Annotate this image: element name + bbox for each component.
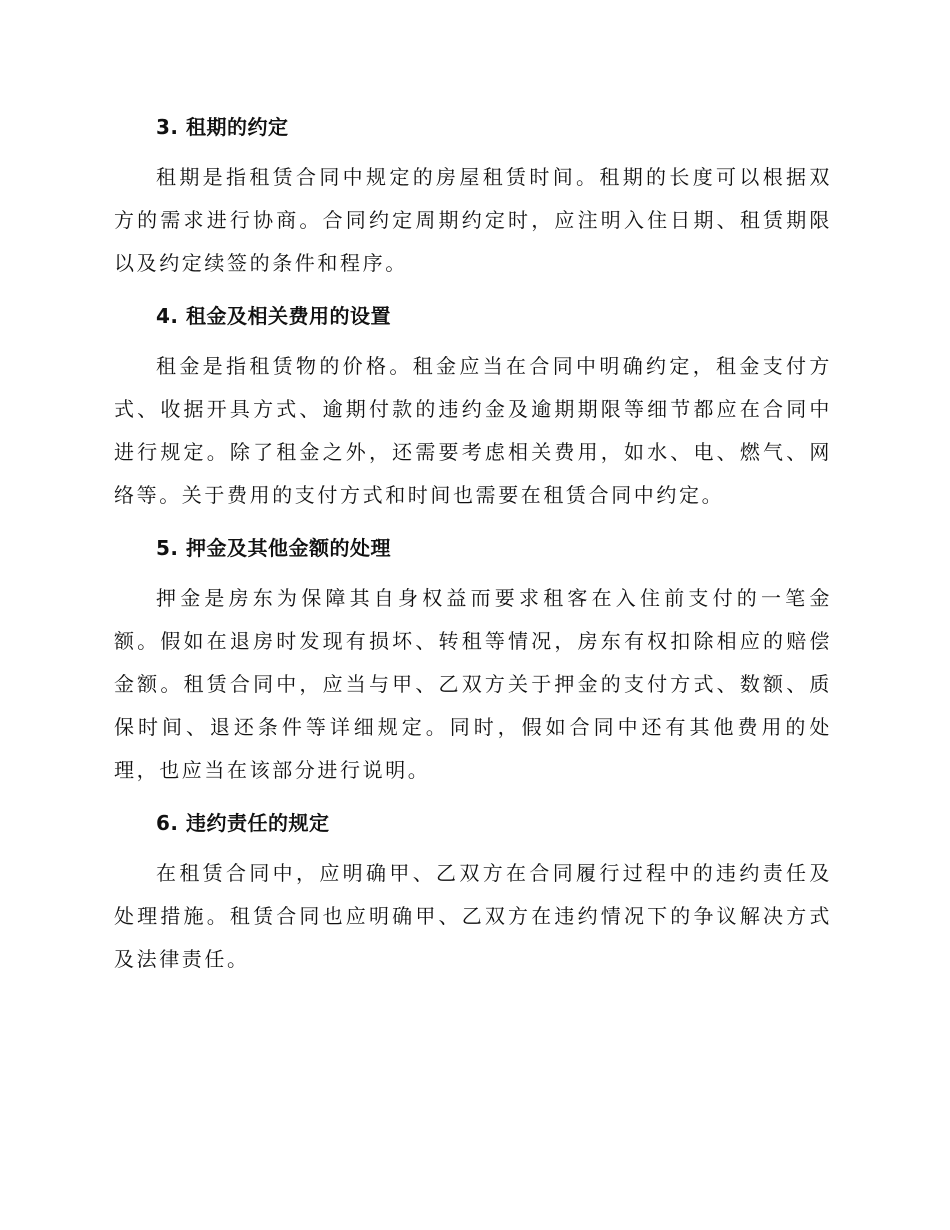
document-body <box>114 108 832 993</box>
section-paragraph: 押金是房东为保障其自身权益而要求租客在入住前支付的一笔金额。假如在退房时发现有损坏、转租等情况，房东有权扣除相应的赔偿金额。租赁合同中，应当与甲、乙双方关于押金的支付方式、数额、质保时间、退还条件等详细规定。同时，假如合同中还有其他费用的处理，也应当在该部分进行说明。 <box>114 586 832 782</box>
section-heading: 5. 押金及其他金额的处理 <box>156 536 391 560</box>
section-lease-term <box>114 108 832 285</box>
section-rent-fees <box>114 297 832 517</box>
section-deposit <box>114 529 832 792</box>
section-heading: 6. 违约责任的规定 <box>156 811 330 835</box>
section-paragraph: 租金是指租赁物的价格。租金应当在合同中明确约定，租金支付方式、收据开具方式、逾期付款的违约金及逾期期限等细节都应在合同中进行规定。除了租金之外，还需要考虑相关费用，如水、电、燃气、网络等。关于费用的支付方式和时间也需要在租赁合同中约定。 <box>114 354 832 507</box>
section-paragraph: 在租赁合同中，应明确甲、乙双方在合同履行过程中的违约责任及处理措施。租赁合同也应明确甲、乙双方在违约情况下的争议解决方式及法律责任。 <box>114 861 832 971</box>
section-heading: 3. 租期的约定 <box>156 115 289 139</box>
section-heading: 4. 租金及相关费用的设置 <box>156 304 391 328</box>
section-paragraph: 租期是指租赁合同中规定的房屋租赁时间。租期的长度可以根据双方的需求进行协商。合同约定周期约定时，应注明入住日期、租赁期限以及约定续签的条件和程序。 <box>114 165 832 275</box>
section-liability <box>114 804 832 981</box>
